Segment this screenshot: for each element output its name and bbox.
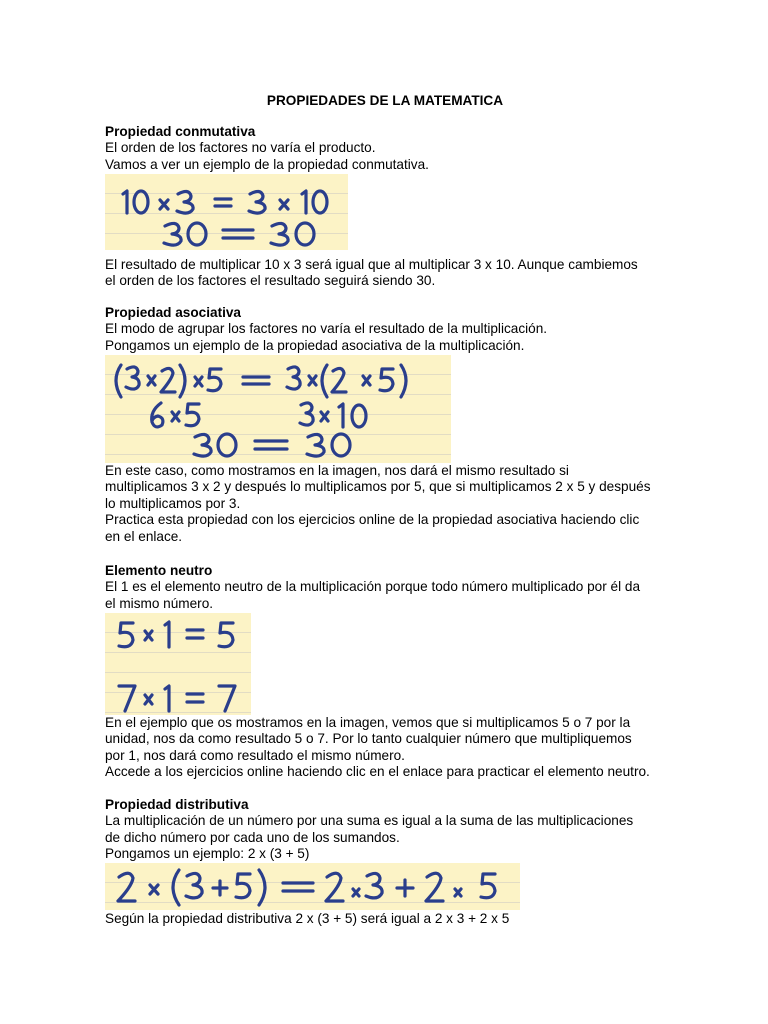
section-heading: Propiedad distributiva [105,797,249,812]
section-asociativa-explanation [105,463,675,545]
paragraph-line: La multiplicación de un número por una suma es igual a la suma de las multiplicaciones [105,813,634,829]
paragraph-line: El orden de los factores no varía el producto. [105,140,376,156]
section-distributiva-explanation [105,911,675,927]
paragraph-line: el orden de los factores el resultado seguirá siendo 30. [105,273,436,289]
paragraph-line: multiplicamos 3 x 2 y después lo multiplicamos por 5, que si multiplicamos 2 x 5 y después [105,479,651,495]
handwritten-example-image [105,174,348,250]
paragraph-line: por 1, nos dará como resultado el mismo número. [105,747,405,763]
paragraph-line: Accede a los ejercicios online haciendo clic en el enlace para practicar el elemento neutro. [105,764,650,780]
paragraph-line: El 1 es el elemento neutro de la multiplicación porque todo número multiplicado por él da [105,579,641,595]
handwritten-equation [105,355,451,463]
handwritten-example-image [105,613,251,715]
section-heading: Elemento neutro [105,563,213,578]
paragraph-line: en el enlace. [105,528,183,544]
paragraph-line: Pongamos un ejemplo: 2 x (3 + 5) [105,846,310,862]
paragraph-line: el mismo número. [105,595,214,611]
document-title: PROPIEDADES DE LA MATEMATICA [266,93,504,108]
section-distributiva [105,797,675,863]
section-conmutativa-explanation [105,257,675,290]
section-elemento-neutro-explanation [105,715,675,781]
handwritten-example-image [105,355,451,463]
paragraph-line: Según la propiedad distributiva 2 x (3 + 5) será igual a 2 x 3 + 2 x 5 [105,911,510,926]
section-heading: Propiedad asociativa [105,305,241,320]
section-asociativa [105,305,675,354]
paragraph-line: En este caso, como mostramos en la imagen, nos dará el mismo resultado si [105,463,569,478]
paragraph-line: En el ejemplo que os mostramos en la imagen, vemos que si multiplicamos 5 o 7 por la [105,715,631,730]
handwritten-equation [105,174,348,250]
handwritten-example-image [105,863,520,910]
section-conmutativa [105,124,675,173]
paragraph-line: Pongamos un ejemplo de la propiedad asociativa de la multiplicación. [105,337,525,353]
paragraph-line: lo multiplicamos por 3. [105,495,241,511]
paragraph-line: Vamos a ver un ejemplo de la propiedad conmutativa. [105,156,429,172]
paragraph-line: El resultado de multiplicar 10 x 3 será igual que al multiplicar 3 x 10. Aunque cambiemos [105,257,638,272]
section-elemento-neutro [105,563,675,612]
paragraph-line: Practica esta propiedad con los ejercicios online de la propiedad asociativa haciendo clic [105,512,640,528]
handwritten-equation [105,863,520,910]
paragraph-line: unidad, nos da como resultado 5 o 7. Por lo tanto cualquier número que multipliquemos [105,731,632,747]
paragraph-line: de dicho número por cada uno de los sumandos. [105,829,400,845]
handwritten-equation [105,613,251,715]
paragraph-line: El modo de agrupar los factores no varía el resultado de la multiplicación. [105,321,548,337]
section-heading: Propiedad conmutativa [105,124,256,139]
